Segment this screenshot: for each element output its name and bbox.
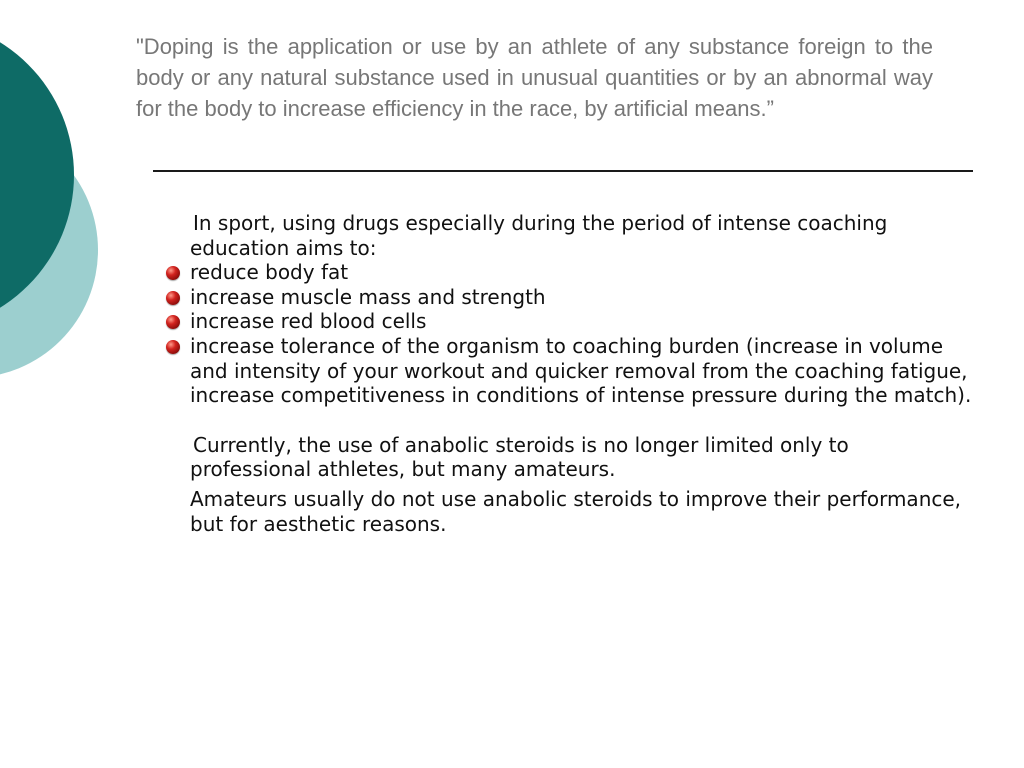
amateurs-paragraph: Amateurs usually do not use anabolic steroids to improve their performance, but for aesthetic reasons. [190,486,962,536]
bullet-text: increase red blood cells [190,309,427,334]
list-item [190,334,975,408]
bullet-list [190,260,975,408]
bullet-icon [166,291,180,305]
list-item [190,260,975,285]
list-item [190,285,975,310]
bullet-text: increase tolerance of the organism to coaching burden (increase in volume and intensity of your workout and quicker removal from the coaching fatigue, increase competitiveness in conditions of intense pressure during the match). [190,333,972,408]
bullet-icon [166,315,180,329]
list-item [190,309,975,334]
bullet-icon [166,340,180,354]
bullet-text: reduce body fat [190,260,349,285]
steroids-paragraph: Currently, the use of anabolic steroids is no longer limited only to professional athletes, but many amateurs. [190,432,849,482]
bullet-text: increase muscle mass and strength [190,284,546,309]
intro-text: In sport, using drugs especially during the period of intense coaching education aims to: [190,211,888,260]
title-divider [153,170,973,172]
bullet-icon [166,266,180,280]
decorative-circles [0,0,110,420]
slide-title: "Doping is the application or use by an athlete of any substance foreign to the body or any natural substance used in unusual quantities or by an abnormal way for the body to increase efficiency in the race, by artificial means.” [136,34,933,121]
slide-body [190,211,975,536]
